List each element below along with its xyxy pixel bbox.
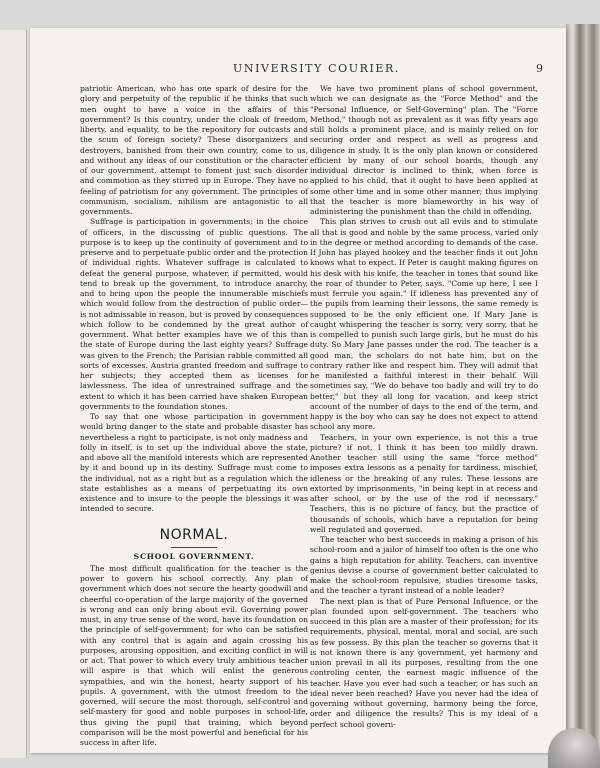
- book-spine: [566, 24, 600, 768]
- paragraph: This plan strives to crush out all evils and to stimulate all that is good and noble by the same process, varied only in the degree or method according to demands of the case. If John has played hookey and the teacher finds it out John knows what to expect. If Peter is caught making figures on his desk with his knife, the teacher in tones that sound like the roar of thunder to Peter, says, "Come up here, I see I must ferrule you again." If idleness has prevented any of the pupils from learning their lessons, the same remedy is supposed to be the only efficient one. If Mary Jane is caught whispering the teacher is sorry, very sorry, that he is compelled to punish such large girls, but he must do his duty. So Mary Jane passes under the rod. The teacher is a good man, the scholars do not hate him, but on the contrary rather like and respect him. They will admit that he manifested a faithful interest in their behalf. Will sometimes say, "We do behave too badly and will try to do better," but they all long for vacation, and keep strict account of the number of days to the end of the term, and happy is the boy who can say he does not expect to attend school any more.: [310, 217, 538, 432]
- section-subtitle: SCHOOL GOVERNMENT.: [133, 551, 255, 561]
- running-header: [233, 62, 543, 76]
- paragraph: The teacher who best succeeds in making a prison of his school-room and a jailor of himself too often is the one who gains a high reputation for ability. Teachers, can inventive genius devise a course of government better calculated to make the school-room repulsive, studies tiresome tasks, and the teacher a tyrant instead of a noble leader?: [310, 535, 538, 596]
- left-column: [80, 84, 308, 748]
- paragraph: The next plan is that of Pure Personal Influence, or the plan founded upon self-government. The teachers who succeed in this plan are a master of their profession; for its requirements, physical, mental, moral and social, are such as few possess. By this plan the teacher so governs that it is not known there is any government, yet harmony and union prevail in all its purposes, resulting from the one controling center, the earnest magic influence of the teacher. Have you ever had such a teacher, or has such an ideal never been reached? Have you never had the idea of governing without governing, harmony being the force, order and diligence the results? This is my ideal of a perfect school govern-: [310, 596, 538, 729]
- page-number: 9: [536, 62, 543, 75]
- paragraph: Teachers, in your own experience, is not this a true picture? if not, I think it has been too mildly drawn. Another teacher still using the same "force method" imposes extra lessons as a penalty for tardiness, mischief, idleness or the breaking of any rules. These lessons are extorted by imprisonments, "in being kept in at recess and after school, or by the use of the rod if necessary." Teachers, this is no picture of fancy, but the practice of thousands of schools, which have a reputation for being well regulated and governed.: [310, 432, 538, 534]
- title-rule: [171, 547, 217, 548]
- paragraph: To say that one whose participation in government would bring danger to the state and probable disaster has nevertheless a right to participate, is not only madness and folly in itself, is to set up the individual above the state, and above all the manifold interests which are represented by it and bound up in its destiny. Suffrage must come to the individual, not as a right but as a regulation which the state establishes as a means of perpetuating its own existence and to insure to the people the blessings it was intended to secure.: [80, 412, 308, 514]
- right-column: [310, 84, 538, 730]
- paragraph: Suffrage is participation in governments; in the choice of officers, in the discussing of public questions. The purpose is to keep up the continuity of government and to preserve and to perpetuate public order and the protection of individual rights. Whatever suffrage is calculated to defeat the general purpose, whatever, if permitted, would tend to break up the government, to introduce anarchy, and to bring upon the people the innumerable mischiefs which would follow from the destruction of public order—is not admissable in reason, but is proved by consequences which follow to be condemned by the great author of government. What better examples have we of this than the state of Europe during the last eighty years? Suffrage was given to the French; the Parisian rabble committed all sorts of excesses. Austria granted freedom and suffrage to her subjects; they accepted them as licenses for lawlessness. The idea of unrestrained suffrage and the extent to which it has been carried have shaken European governments to the foundation stones.: [80, 217, 308, 411]
- paragraph: We have two prominent plans of school government, which we can designate as the "Force Method" and the "Personal Influence, or Self-Governing" plan. The "Force Method," though not as prevalent as it was fifty years ago still holds a prominent place, and is mainly relied on for securing order and respect as well as progress and diligence in study. It is the only plan known or considered efficient by many of our school boards, though any individual director is inclined to think, when force is applied to his child, that it ought to have been applied at some other time and in some other manner; thus implying that the teacher is more blameworthy in his way of administering the punishment than the child in offending.: [310, 84, 538, 216]
- paragraph: The most difficult qualification for the teacher is the power to govern his school correctly. Any plan of government which does not secure the hearty goodwill and cheerful co-operation of the large majority of the governed is wrong and can only bring about evil. Governing power must, in any true sense of the word, have its foundation on the principle of self-government; for who can be satisfied with any control that is again and again crossing his purposes, arousing opposition, and exciting conflict in will or act. That power to which every truly ambitious teacher will aspire is that which will enlist the generous sympathies, and win the honest, hearty support of his pupils. A government, with the utmost freedom to the governed, will secure the most thorough, self-control and self-mastery for good and noble purposes in school-life, thus giving the pupil that training, which beyond comparison will be the most powerful and beneficial for his success in after life.: [80, 563, 308, 747]
- section-title: NORMAL.: [159, 526, 229, 543]
- header-title: UNIVERSITY COURIER.: [233, 62, 401, 75]
- paragraph: patriotic American, who has one spark of desire for the glory and perpetuity of the republic if he thinks that such men ought to have a voice in the affairs of this government? Is this country, under the cloak of freedom, liberty, and equality, to be the repository for outcasts and the scum of foreign society? These disorganizers and destroyers, banished from their own country, come to us, and without any ideas of our constitution or the character of our government, attempt to foment just such disorder and commotion as they stirred up in Europe. They have no feeling of patriotism for any government. The principles of communism, socialism, nihilism are antagonistic to all governments.: [80, 84, 308, 216]
- previous-page-edge: [0, 30, 27, 758]
